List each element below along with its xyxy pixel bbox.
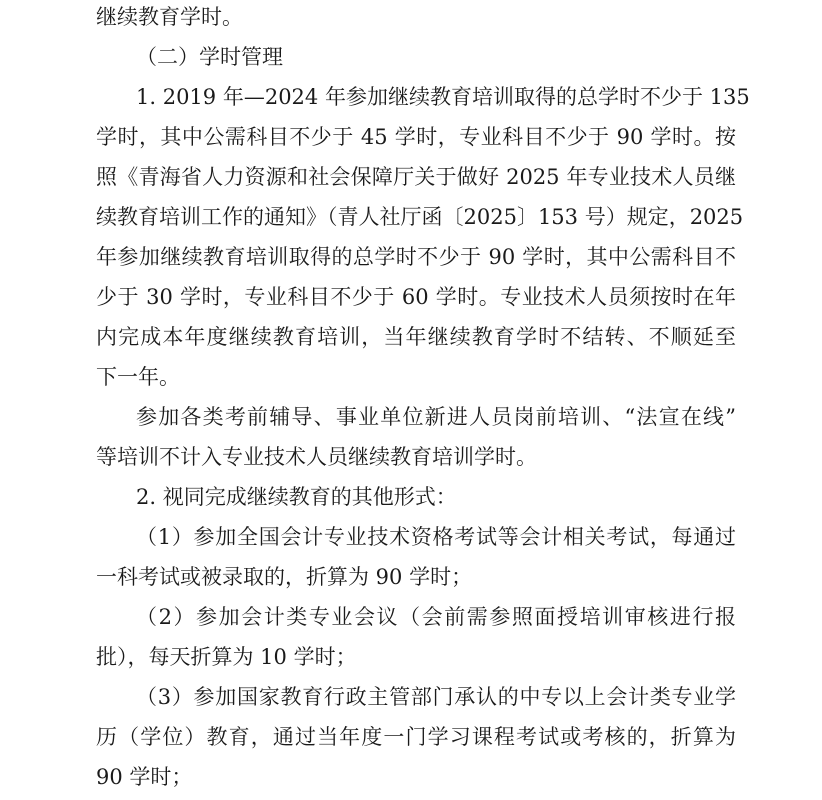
paragraph-line: 年参加继续教育培训取得的总学时不少于 90 学时，其中公需科目不 (96, 245, 736, 269)
list-item-line: 批），每天折算为 10 学时； (96, 645, 357, 669)
paragraph-line: 继续教育学时。 (96, 5, 243, 29)
paragraph-line: 续教育培训工作的通知》（青人社厅函〔2025〕153 号）规定，2025 (96, 205, 744, 229)
list-item-line: 90 学时； (96, 765, 193, 789)
list-item-line: （1）参加全国会计专业技术资格考试等会计相关考试，每通过 (136, 525, 736, 549)
paragraph-line: 1. 2019 年—2024 年参加继续教育培训取得的总学时不少于 135 (136, 85, 750, 109)
list-item-line: 一科考试或被录取的，折算为 90 学时； (96, 565, 473, 589)
paragraph-line: 少于 30 学时，专业科目不少于 60 学时。专业技术人员须按时在年 (96, 285, 736, 309)
list-heading: 2. 视同完成继续教育的其他形式： (136, 485, 457, 509)
paragraph-line: 内完成本年度继续教育培训，当年继续教育学时不结转、不顺延至 (96, 325, 736, 349)
paragraph-line: 等培训不计入专业技术人员继续教育培训学时。 (96, 445, 537, 469)
list-item-line: （2）参加会计类专业会议（会前需参照面授培训审核进行报 (136, 605, 736, 629)
paragraph-line: 学时，其中公需科目不少于 45 学时，专业科目不少于 90 学时。按 (96, 125, 736, 149)
section-heading: （二）学时管理 (136, 45, 283, 69)
list-item-line: （3）参加国家教育行政主管部门承认的中专以上会计类专业学 (136, 685, 736, 709)
list-item-line: 历（学位）教育，通过当年度一门学习课程考试或考核的，折算为 (96, 725, 736, 749)
paragraph-line: 照《青海省人力资源和社会保障厅关于做好 2025 年专业技术人员继 (96, 165, 736, 189)
paragraph-line: 参加各类考前辅导、事业单位新进人员岗前培训、“法宣在线” (136, 405, 736, 429)
paragraph-line: 下一年。 (96, 365, 180, 389)
